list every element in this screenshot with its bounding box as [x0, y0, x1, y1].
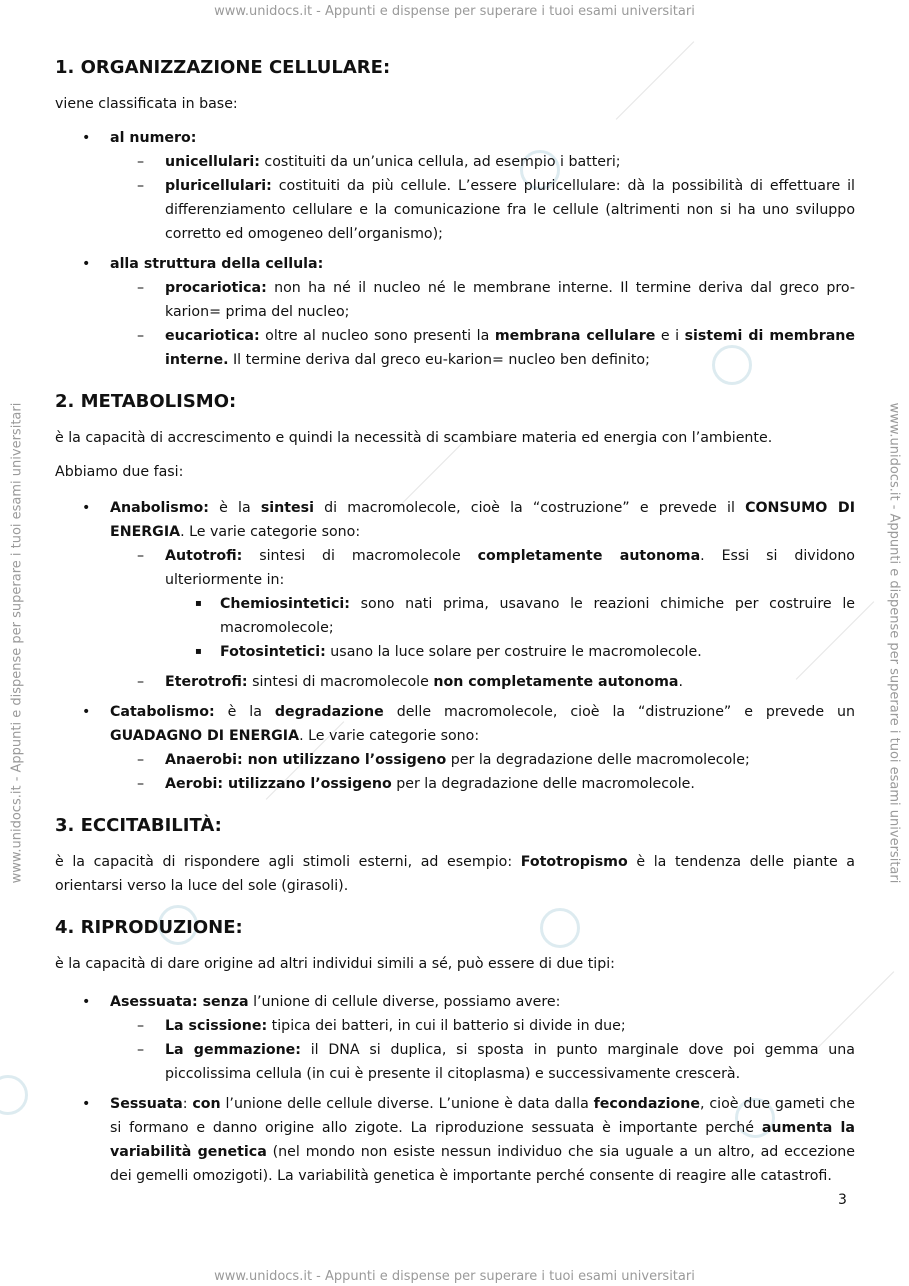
sub-list — [110, 1014, 855, 1086]
paragraph: è la capacità di accrescimento e quindi la necessità di scambiare materia ed energia con l’ambiente. — [55, 430, 773, 446]
sub-list-item — [55, 1014, 855, 1038]
sub-list — [110, 544, 855, 694]
term-text: l’unione delle cellule diverse. L’unione è data dalla — [220, 1096, 594, 1112]
term-text: il DNA si duplica, si sposta in punto marginale dove poi gemma una piccolissima cellula (in cui è presente il citoplasma) e successivamente crescerà. — [165, 1042, 855, 1082]
dash-icon: – — [137, 178, 145, 194]
sub-sub-list-item — [55, 640, 855, 664]
term: La gemmazione: — [165, 1042, 301, 1058]
term-text: tipica dei batteri, in cui il batterio si divide in due; — [267, 1018, 626, 1034]
sub-list-item — [55, 748, 855, 772]
paragraph: è la capacità di dare origine ad altri individui simili a sé, può essere di due tipi: — [55, 956, 615, 972]
term: eucariotica: — [165, 328, 260, 344]
bullet-icon: • — [82, 1096, 91, 1112]
term: con — [192, 1096, 221, 1112]
term: sintesi — [260, 500, 314, 516]
term-text: è la — [214, 704, 275, 720]
sub-sub-list-item — [55, 592, 855, 640]
list-item — [55, 990, 855, 1086]
term-text: , cioè due gameti che si formano e danno origine allo zigote. La riproduzione sessuata è importante perché — [110, 1096, 856, 1136]
term-text: : — [182, 1096, 193, 1112]
dash-icon: – — [137, 1018, 145, 1034]
term: non completamente autonoma — [433, 674, 679, 690]
term-text: usano la luce solare per costruire le macromolecole. — [325, 644, 702, 660]
term-text: . Le varie categorie sono: — [299, 728, 480, 744]
sub-list-item — [55, 174, 855, 246]
dash-icon: – — [137, 752, 145, 768]
dash-icon: – — [137, 280, 145, 296]
term-text: . Essi si dividono ulteriormente in: — [165, 548, 855, 588]
term: fecondazione — [593, 1096, 700, 1112]
term: Anaerobi: non utilizzano l’ossigeno — [165, 752, 447, 768]
term: Aerobi: utilizzano l’ossigeno — [165, 776, 392, 792]
sub-list — [110, 276, 855, 372]
term: Autotrofi: — [165, 548, 243, 564]
sub-list-item — [55, 670, 855, 694]
term: Eterotrofi: — [165, 674, 248, 690]
sub-list-item — [55, 324, 855, 372]
watermark-left: www.unidocs.it - Appunti e dispense per superare i tuoi esami universitari — [9, 402, 25, 884]
sub-list-item — [55, 276, 855, 324]
sub-sub-list — [165, 592, 855, 664]
term: Asessuata: senza — [110, 994, 249, 1010]
term: CONSUMO DI ENERGIA — [110, 500, 855, 540]
sub-list — [110, 150, 855, 246]
term-text: è la — [208, 500, 261, 516]
term-text: costituiti da un’unica cellula, ad esempio i batteri; — [259, 154, 621, 170]
dash-icon: – — [137, 154, 145, 170]
term-text: sintesi di macromolecole — [247, 674, 434, 690]
list-item — [55, 252, 855, 372]
section-heading-riproduzione: 4. RIPRODUZIONE: — [55, 917, 243, 938]
bullet-icon: • — [82, 704, 91, 720]
term: Chemiosintetici: — [220, 596, 350, 612]
dash-icon: – — [137, 1042, 145, 1058]
dash-icon: – — [137, 548, 145, 564]
list-item — [55, 700, 855, 796]
watermark-bottom: www.unidocs.it - Appunti e dispense per superare i tuoi esami universitari — [214, 1269, 695, 1284]
term-text: è la capacità di rispondere agli stimoli esterni, ad esempio: — [55, 854, 521, 870]
section-intro: viene classificata in base: — [55, 96, 238, 112]
term: procariotica: — [165, 280, 267, 296]
section-heading-metabolismo: 2. METABOLISMO: — [55, 391, 237, 412]
term-text: sintesi di macromolecole — [242, 548, 478, 564]
term: La scissione: — [165, 1018, 268, 1034]
list-item-label: al numero: — [110, 130, 197, 146]
term-text: di macromolecole, cioè la “costruzione” e prevede il — [313, 500, 746, 516]
term-text: costituiti da più cellule. L’essere pluricellulare: dà la possibilità di effettuare il differenziamento cellulare e la comunicazione fra le cellule (altrimenti non si ha uno sviluppo corretto ed omogeneo dell’organismo); — [165, 178, 855, 242]
watermark-right: www.unidocs.it - Appunti e dispense per superare i tuoi esami universitari — [886, 402, 902, 884]
bullet-icon: • — [82, 256, 91, 272]
square-bullet-icon: ▪ — [195, 646, 202, 657]
term-text: per la degradazione delle macromolecole; — [446, 752, 750, 768]
term-text: . Le varie categorie sono: — [180, 524, 361, 540]
term-text: oltre al nucleo sono presenti la — [259, 328, 495, 344]
bullet-icon: • — [82, 130, 91, 146]
paragraph — [55, 850, 855, 898]
paragraph: Abbiamo due fasi: — [55, 464, 184, 480]
term-text: . — [678, 674, 683, 690]
term-text: per la degradazione delle macromolecole. — [391, 776, 695, 792]
term: completamente autonoma — [477, 548, 701, 564]
bullet-list — [55, 990, 855, 1188]
term-text: l’unione di cellule diverse, possiamo avere: — [248, 994, 561, 1010]
section-heading-organizzazione: 1. ORGANIZZAZIONE CELLULARE: — [55, 57, 391, 78]
document-page — [55, 40, 855, 1194]
watermark-top: www.unidocs.it - Appunti e dispense per superare i tuoi esami universitari — [214, 4, 695, 19]
bullet-list — [55, 496, 855, 796]
bullet-list — [55, 126, 855, 372]
term-text: sono nati prima, usavano le reazioni chimiche per costruire le macromolecole; — [220, 596, 855, 636]
term-text: delle macromolecole, cioè la “distruzione” e prevede un — [383, 704, 855, 720]
bullet-icon: • — [82, 994, 91, 1010]
term-text: e i — [655, 328, 685, 344]
term: Anabolismo: — [110, 500, 209, 516]
sub-list-item — [55, 544, 855, 664]
list-item — [55, 496, 855, 694]
dash-icon: – — [137, 776, 145, 792]
sub-list — [110, 748, 855, 796]
term-text: Il termine deriva dal greco eu-karion= nucleo ben definito; — [228, 352, 650, 368]
term: unicellulari: — [165, 154, 260, 170]
square-bullet-icon: ▪ — [195, 598, 202, 609]
dash-icon: – — [137, 328, 145, 344]
term: membrana cellulare — [494, 328, 656, 344]
term-text: non ha né il nucleo né le membrane interne. Il termine deriva dal greco pro-karion= prima del nucleo; — [165, 280, 855, 320]
sub-list-item — [55, 150, 855, 174]
section-heading-eccitabilita: 3. ECCITABILITÀ: — [55, 815, 222, 836]
sub-list-item — [55, 772, 855, 796]
list-item — [55, 126, 855, 246]
term: pluricellulari: — [165, 178, 272, 194]
term: Fototropismo — [520, 854, 628, 870]
term-text: (nel mondo non esiste nessun individuo che sia uguale a un altro, ad eccezione dei gemelli omozigoti). La variabilità genetica è importante perché consente di reagire alle catastrofi. — [110, 1144, 855, 1184]
dash-icon: – — [137, 674, 145, 690]
term: GUADAGNO DI ENERGIA — [110, 728, 300, 744]
term: sistemi di membrane interne. — [165, 328, 856, 368]
term: Fotosintetici: — [220, 644, 326, 660]
page-number: 3 — [838, 1192, 847, 1208]
term-text: è la tendenza delle piante a orientarsi verso la luce del sole (girasoli). — [55, 854, 855, 894]
list-item — [55, 1092, 855, 1188]
bullet-icon: • — [82, 500, 91, 516]
term: Sessuata — [110, 1096, 183, 1112]
term: Catabolismo: — [110, 704, 215, 720]
list-item-label: alla struttura della cellula: — [110, 256, 324, 272]
term: aumenta la variabilità genetica — [110, 1120, 855, 1160]
term: degradazione — [274, 704, 384, 720]
sub-list-item — [55, 1038, 855, 1086]
